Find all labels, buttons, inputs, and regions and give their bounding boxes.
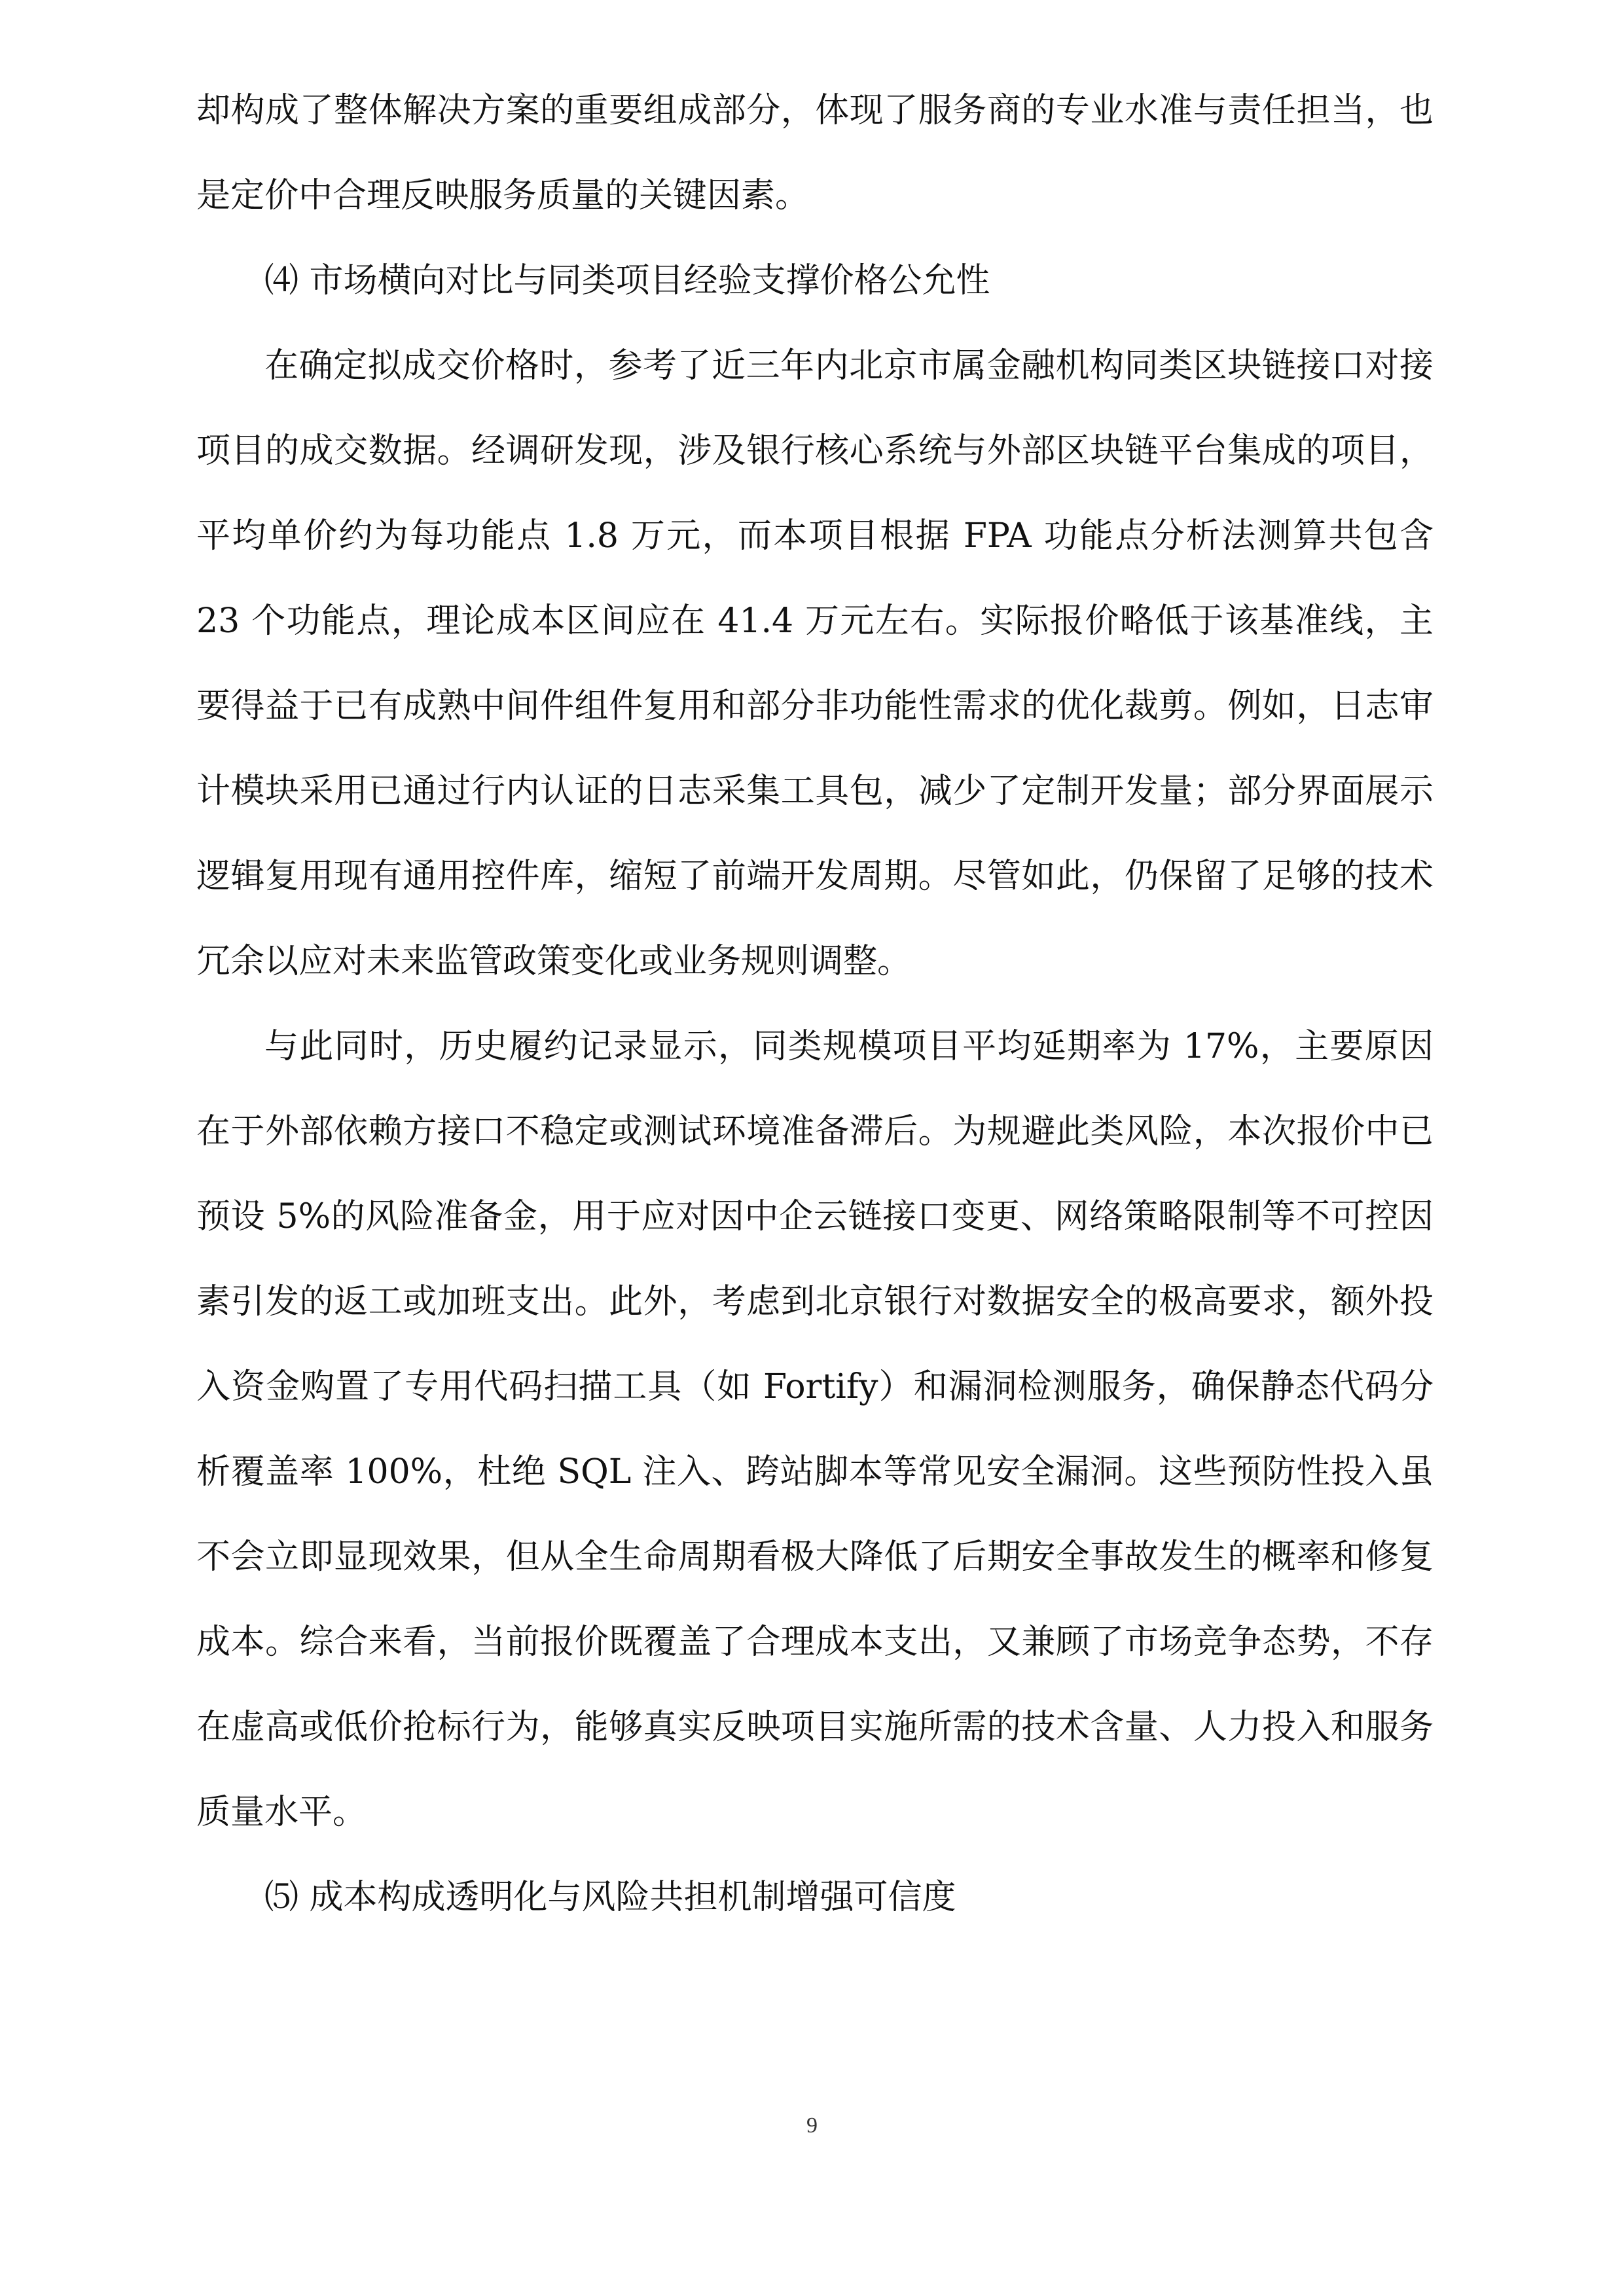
body-text xyxy=(196,68,1434,1940)
page-number: 9 xyxy=(806,2113,818,2138)
paragraph-risk-history: 与此同时，历史履约记录显示，同类规模项目平均延期率为 17%，主要原因在于外部依赖方接口不稳定或测试环境准备滞后。为规避此类风险，本次报价中已预设 5%的风险准备金，用于应对因中企云链接口变更、网络策略限制等不可控因素引发的返工或加班支出。此外，考虑到北京银行对数据安全的极高要求，额外投入资金购置了专用代码扫描工具（如 Fortify）和漏洞检测服务，确保静态代码分析覆盖率 100%，杜绝 SQL 注入、跨站脚本等常见安全漏洞。这些预防性投入虽不会立即显现效果，但从全生命周期看极大降低了后期安全事故发生的概率和修复成本。综合来看，当前报价既覆盖了合理成本支出，又兼顾了市场竞争态势，不存在虚高或低价抢标行为，能够真实反映项目实施所需的技术含量、人力投入和服务质量水平。 xyxy=(196,1027,1434,1832)
section-heading-5: ⑸ 成本构成透明化与风险共担机制增强可信度 xyxy=(264,1878,956,1917)
section-heading-4: ⑷ 市场横向对比与同类项目经验支撑价格公允性 xyxy=(264,261,990,300)
paragraph-continuation: 却构成了整体解决方案的重要组成部分，体现了服务商的专业水准与责任担当，也是定价中合理反映服务质量的关键因素。 xyxy=(196,91,1434,215)
paragraph-market-comparison: 在确定拟成交价格时，参考了近三年内北京市属金融机构同类区块链接口对接项目的成交数据。经调研发现，涉及银行核心系统与外部区块链平台集成的项目，平均单价约为每功能点 1.8 万元，而本项目根据 FPA 功能点分析法测算共包含 23 个功能点，理论成本区间应在 41.4 万元左右。实际报价略低于该基准线，主要得益于已有成熟中间件组件复用和部分非功能性需求的优化裁剪。例如，日志审计模块采用已通过行内认证的日志采集工具包，减少了定制开发量；部分界面展示逻辑复用现有通用控件库，缩短了前端开发周期。尽管如此，仍保留了足够的技术冗余以应对未来监管政策变化或业务规则调整。 xyxy=(196,346,1434,981)
